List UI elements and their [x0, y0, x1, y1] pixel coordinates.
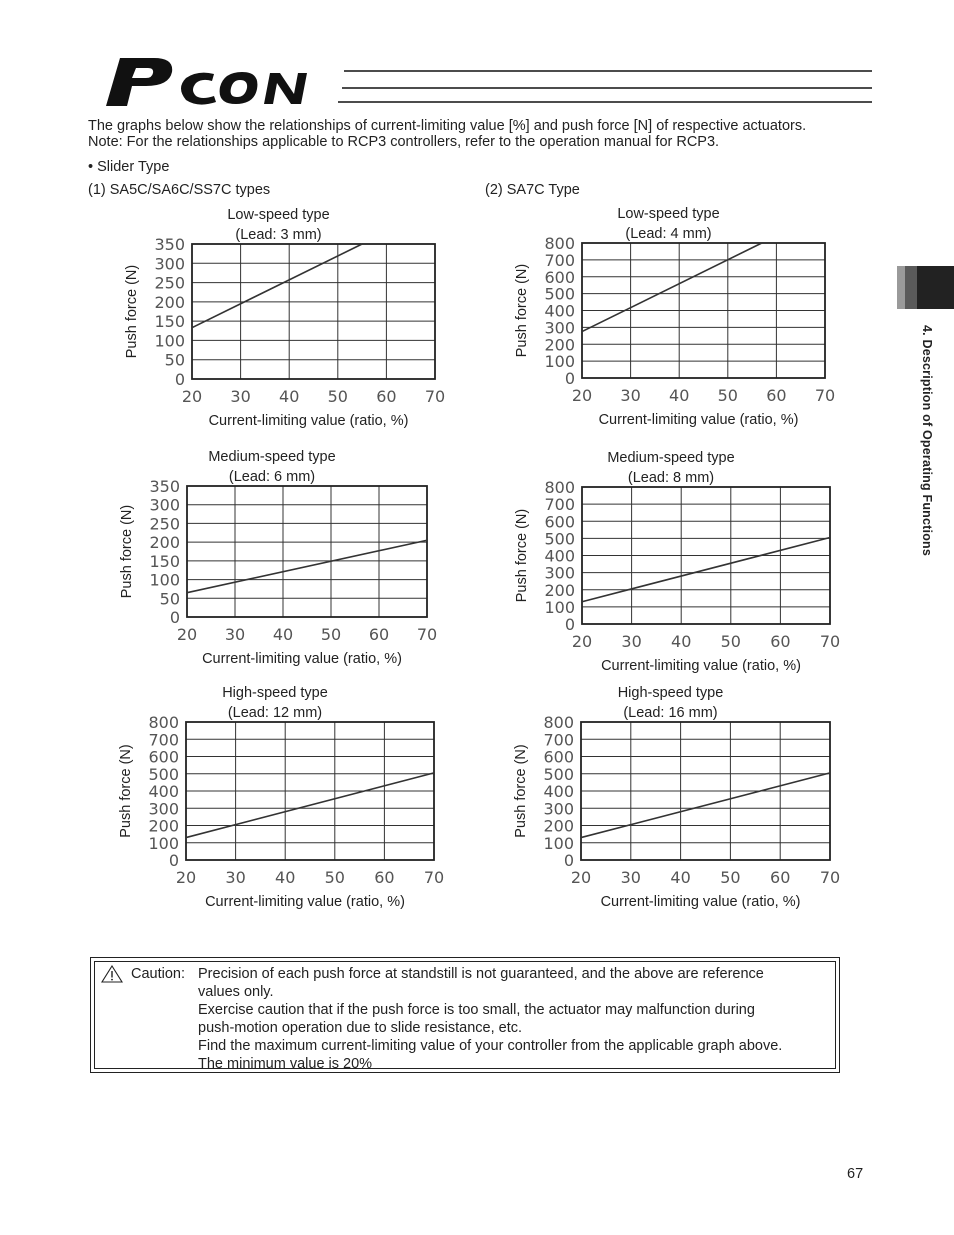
- y-tick-label: 400: [544, 301, 575, 321]
- y-tick-label: 350: [149, 477, 180, 496]
- x-axis-label: Current-limiting value (ratio, %): [601, 658, 801, 674]
- caution-line-6: The minimum value is 20%: [198, 1056, 373, 1072]
- x-tick-label: 40: [670, 868, 691, 887]
- x-tick-label: 50: [720, 868, 741, 887]
- y-tick-label: 50: [159, 589, 180, 609]
- x-tick-label: 30: [620, 868, 641, 887]
- y-tick-label: 400: [544, 546, 575, 566]
- y-tick-label: 800: [543, 713, 574, 732]
- chapter-tab-label: 4. Description of Operating Functions: [920, 325, 934, 557]
- y-tick-label: 100: [154, 331, 185, 351]
- y-tick-label: 0: [168, 851, 179, 870]
- x-tick-label: 40: [669, 386, 690, 405]
- y-tick-label: 700: [543, 730, 574, 750]
- x-tick-label: 20: [570, 868, 592, 887]
- slider-type-bullet: • Slider Type: [88, 159, 170, 175]
- y-tick-label: 700: [148, 730, 179, 750]
- y-tick-label: 600: [543, 747, 574, 767]
- y-tick-label: 300: [154, 254, 185, 274]
- y-tick-label: 500: [544, 529, 575, 549]
- chart-subtitle: (Lead: 16 mm): [623, 705, 718, 721]
- chart-title: Medium-speed type: [607, 450, 735, 466]
- y-axis-label: Push force (N): [119, 504, 135, 599]
- x-tick-label: 20: [571, 632, 593, 651]
- y-tick-label: 0: [564, 615, 575, 634]
- x-tick-label: 20: [571, 386, 593, 405]
- x-tick-label: 30: [225, 868, 246, 887]
- x-tick-label: 60: [376, 387, 397, 406]
- y-tick-label: 0: [174, 370, 185, 389]
- page-number: 67: [847, 1166, 864, 1182]
- chart-title: Low-speed type: [617, 206, 720, 222]
- x-tick-label: 40: [671, 632, 692, 651]
- x-tick-label: 50: [320, 625, 342, 644]
- y-tick-label: 200: [543, 816, 574, 836]
- x-tick-label: 40: [279, 387, 300, 406]
- y-tick-label: 800: [544, 478, 575, 497]
- section-heading-sa7c: (2) SA7C Type: [485, 182, 580, 198]
- y-tick-label: 50: [164, 350, 185, 370]
- chart-title: Low-speed type: [227, 207, 330, 223]
- caution-line-5: Find the maximum current-limiting value of your controller from the applicable graph above.: [198, 1038, 783, 1054]
- y-axis-label: Push force (N): [513, 744, 529, 838]
- chart-subtitle: (Lead: 12 mm): [227, 705, 323, 721]
- y-tick-label: 500: [544, 284, 575, 304]
- chart-title: Medium-speed type: [208, 449, 336, 465]
- y-tick-label: 200: [148, 816, 179, 836]
- chart-subtitle: (Lead: 3 mm): [235, 227, 322, 243]
- y-axis-label: Push force (N): [118, 744, 134, 838]
- y-tick-label: 150: [154, 312, 185, 332]
- x-tick-label: 70: [416, 625, 438, 644]
- x-tick-label: 70: [819, 632, 841, 651]
- chart-subtitle: (Lead: 8 mm): [627, 470, 715, 486]
- y-tick-label: 400: [148, 782, 179, 801]
- y-axis-label: Push force (N): [124, 264, 140, 359]
- x-tick-label: 70: [819, 868, 841, 887]
- y-tick-label: 350: [154, 235, 185, 254]
- y-tick-label: 100: [149, 570, 180, 590]
- y-tick-label: 100: [543, 833, 574, 853]
- y-tick-label: 0: [563, 851, 574, 870]
- x-axis-label: Current-limiting value (ratio, %): [202, 651, 402, 667]
- y-tick-label: 200: [544, 580, 575, 600]
- caution-label: Caution:: [131, 966, 186, 982]
- x-tick-label: 30: [224, 625, 246, 644]
- y-tick-label: 400: [543, 782, 574, 801]
- y-tick-label: 0: [564, 369, 575, 388]
- y-tick-label: 500: [148, 764, 179, 784]
- y-tick-label: 300: [543, 799, 574, 819]
- section-heading-sa5c-sa6c-ss7c: (1) SA5C/SA6C/SS7C types: [88, 182, 271, 198]
- y-tick-label: 300: [544, 563, 575, 583]
- caution-line-2: values only.: [198, 984, 274, 1000]
- chart-title: High-speed type: [617, 685, 724, 701]
- caution-line-3: Exercise caution that if the push force is too small, the actuator may malfunction during: [198, 1002, 755, 1018]
- x-tick-label: 60: [770, 632, 791, 651]
- x-tick-label: 50: [717, 386, 738, 405]
- y-tick-label: 200: [544, 335, 575, 355]
- y-axis-label: Push force (N): [514, 263, 530, 358]
- x-tick-label: 50: [327, 387, 348, 406]
- y-tick-label: 200: [154, 292, 185, 312]
- x-tick-label: 60: [766, 386, 787, 405]
- x-tick-label: 20: [181, 387, 203, 406]
- x-tick-label: 40: [272, 625, 294, 644]
- y-tick-label: 800: [148, 713, 179, 732]
- x-axis-label: Current-limiting value (ratio, %): [598, 412, 799, 428]
- intro-note: Note: For the relationships applicable to RCP3 controllers, refer to the operation manual for RCP3.: [88, 134, 720, 150]
- y-tick-label: 300: [149, 495, 180, 515]
- y-axis-label: Push force (N): [514, 508, 530, 603]
- y-tick-label: 100: [544, 352, 575, 372]
- y-tick-label: 100: [544, 597, 575, 617]
- x-axis-label: Current-limiting value (ratio, %): [205, 894, 405, 910]
- y-tick-label: 250: [154, 273, 185, 293]
- caution-line-1: Precision of each push force at standstill is not guaranteed, and the above are reference: [198, 966, 764, 982]
- x-tick-label: 70: [423, 868, 445, 887]
- x-tick-label: 50: [720, 632, 741, 651]
- x-axis-label: Current-limiting value (ratio, %): [208, 413, 409, 429]
- intro-line-1: The graphs below show the relationships of current-limiting value [%] and push force [N] of respective actuators.: [88, 118, 807, 134]
- warning-triangle-icon: [101, 965, 123, 983]
- x-tick-label: 60: [368, 625, 390, 644]
- x-tick-label: 20: [176, 625, 198, 644]
- y-tick-label: 700: [544, 495, 575, 515]
- y-tick-label: 0: [169, 608, 180, 627]
- caution-box: [90, 957, 840, 1073]
- x-tick-label: 60: [770, 868, 791, 887]
- y-tick-label: 150: [149, 551, 180, 571]
- y-tick-label: 600: [544, 512, 575, 532]
- y-tick-label: 250: [149, 514, 180, 534]
- y-tick-label: 500: [543, 764, 574, 784]
- y-tick-label: 300: [148, 799, 179, 819]
- x-tick-label: 20: [175, 868, 197, 887]
- x-tick-label: 50: [324, 868, 345, 887]
- x-tick-label: 30: [230, 387, 251, 406]
- x-tick-label: 30: [621, 632, 642, 651]
- y-tick-label: 100: [148, 833, 179, 853]
- chart-subtitle: (Lead: 4 mm): [625, 226, 712, 242]
- x-axis-label: Current-limiting value (ratio, %): [600, 894, 801, 910]
- y-tick-label: 600: [148, 747, 179, 767]
- chart-title: High-speed type: [222, 685, 328, 701]
- y-tick-label: 800: [544, 234, 575, 253]
- chart-subtitle: (Lead: 6 mm): [228, 469, 316, 485]
- x-tick-label: 70: [424, 387, 446, 406]
- series-line: [581, 773, 830, 838]
- x-tick-label: 60: [374, 868, 395, 887]
- y-tick-label: 300: [544, 318, 575, 338]
- y-tick-label: 700: [544, 250, 575, 270]
- y-tick-label: 200: [149, 533, 180, 553]
- caution-line-4: push-motion operation due to slide resistance, etc.: [198, 1020, 523, 1036]
- y-tick-label: 600: [544, 267, 575, 287]
- x-tick-label: 30: [620, 386, 641, 405]
- x-tick-label: 70: [814, 386, 836, 405]
- x-tick-label: 40: [275, 868, 296, 887]
